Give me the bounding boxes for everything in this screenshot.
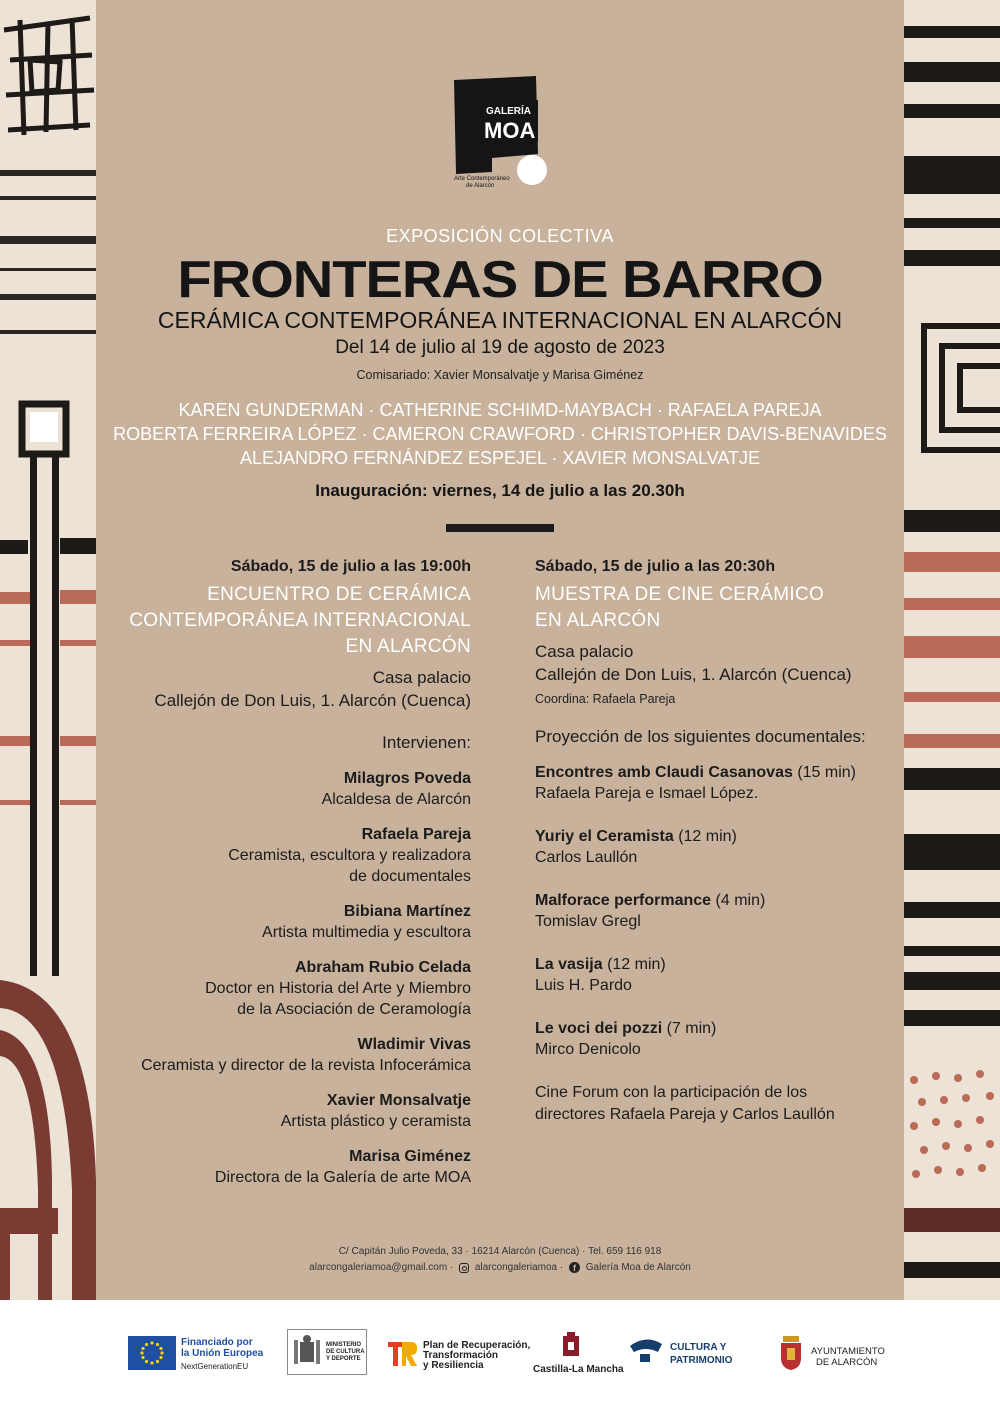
alarcon-coat-of-arms-icon	[779, 1336, 803, 1370]
exhibition-type: EXPOSICIÓN COLECTIVA	[386, 226, 614, 246]
facebook-icon: f	[569, 1262, 580, 1273]
event-title-line: MUESTRA DE CINE CERÁMICO	[535, 584, 825, 605]
email-link[interactable]: alarcongaleriamoa@gmail.com ·	[309, 1262, 454, 1273]
film-title: Yuriy el Ceramista	[535, 828, 674, 845]
speaker	[116, 1090, 471, 1132]
event-datetime: Sábado, 15 de julio a las 20:30h	[535, 558, 776, 575]
speaker-name: Xavier Monsalvatje	[326, 1092, 471, 1109]
film-item	[535, 1018, 895, 1060]
poster-content	[96, 0, 904, 1300]
speaker-role: Doctor en Historia del Arte y Miembro	[205, 980, 471, 997]
speaker-name: Abraham Rubio Celada	[294, 959, 471, 976]
logo-tagline2: de Alarcón	[466, 183, 495, 188]
forum-line: directores Rafaela Pareja y Carlos Laullón	[535, 1106, 835, 1123]
culture-heritage-icon	[628, 1336, 664, 1366]
event-title-line: ENCUENTRO DE CERÁMICA	[207, 584, 471, 605]
film-item	[535, 890, 895, 932]
recovery-plan-text: Transformación	[423, 1350, 499, 1361]
films-heading: Proyección de los siguientes documentales:	[535, 727, 866, 746]
film-duration: (15 min)	[797, 764, 856, 781]
event-title	[535, 582, 895, 634]
sponsor-bar	[0, 1300, 1000, 1414]
speaker	[116, 824, 471, 887]
event-title	[116, 582, 471, 660]
logo-line2: MOA	[484, 118, 536, 143]
event-title-line: EN ALARCÓN	[535, 610, 661, 631]
instagram-link[interactable]: alarcongaleriamoa ·	[474, 1262, 564, 1273]
artists-line: ROBERTA FERREIRA LÓPEZ · CAMERON CRAWFORD · CHRISTOPHER DAVIS-BENAVIDES	[113, 424, 887, 444]
film-author: Luis H. Pardo	[535, 977, 632, 994]
film-item	[535, 826, 895, 868]
contact-line	[96, 1262, 904, 1273]
speaker-role: Artista multimedia y escultora	[262, 924, 471, 941]
event-venue	[535, 640, 895, 686]
speaker-role: Directora de la Galería de arte MOA	[214, 1169, 471, 1186]
left-decorative-pattern	[0, 0, 96, 1300]
curators: Comisariado: Xavier Monsalvatje y Marisa Giménez	[356, 368, 644, 382]
event-coordinator: Coordina: Rafaela Pareja	[535, 692, 676, 706]
film-title: Malforace performance	[535, 892, 712, 909]
film-duration: (12 min)	[678, 828, 737, 845]
venue-address: Callejón de Don Luis, 1. Alarcón (Cuenca)	[535, 665, 852, 684]
event-title-line: CONTEMPORÁNEA INTERNACIONAL	[129, 610, 471, 631]
speaker	[116, 901, 471, 943]
gallery-address: C/ Capitán Julio Poveda, 33 · 16214 Alarcón (Cuenca) · Tel. 659 116 918	[338, 1246, 662, 1257]
speaker	[116, 1146, 471, 1188]
spain-coat-of-arms-icon	[292, 1334, 322, 1372]
speaker	[116, 957, 471, 1020]
exhibition-title: FRONTERAS DE BARRO	[177, 251, 823, 309]
event-title-line: EN ALARCÓN	[345, 636, 471, 657]
culture-heritage-text: PATRIMONIO	[670, 1355, 733, 1366]
recovery-plan-text: y Resiliencia	[423, 1360, 484, 1371]
film-duration: (4 min)	[715, 892, 766, 909]
opening-info: Inauguración: viernes, 14 de julio a las 20.30h	[315, 481, 685, 500]
ministry-text: Y DEPORTE	[326, 1356, 361, 1362]
eu-text: la Unión Europea	[181, 1348, 264, 1359]
ceramic-film-event	[535, 556, 895, 1126]
speaker-name: Wladimir Vivas	[357, 1036, 471, 1053]
ayuntamiento-text: DE ALARCÓN	[816, 1357, 878, 1368]
speaker-role: Alcaldesa de Alarcón	[321, 791, 471, 808]
venue-address: Callejón de Don Luis, 1. Alarcón (Cuenca)	[154, 691, 471, 710]
logo-line1: GALERÍA	[486, 106, 531, 117]
ministry-text: MINISTERIO	[326, 1342, 362, 1348]
eu-text: Financiado por	[181, 1337, 253, 1348]
facebook-link[interactable]: Galería Moa de Alarcón	[585, 1262, 691, 1273]
culture-heritage-text: CULTURA Y	[670, 1342, 727, 1353]
event-datetime: Sábado, 15 de julio a las 19:00h	[230, 558, 471, 575]
film-title: Encontres amb Claudi Casanovas	[535, 764, 793, 781]
artists-line: KAREN GUNDERMAN · CATHERINE SCHIMD-MAYBACH · RAFAELA PAREJA	[178, 400, 822, 420]
cine-forum-note	[535, 1082, 895, 1126]
eu-flag-icon	[128, 1336, 176, 1370]
exhibition-dates: Del 14 de julio al 19 de agosto de 2023	[335, 337, 665, 358]
speakers-heading: Intervienen:	[382, 733, 471, 752]
forum-line: Cine Forum con la participación de los	[535, 1084, 808, 1101]
ceramics-meeting-event	[116, 556, 471, 1188]
speaker	[116, 1034, 471, 1076]
right-decorative-pattern	[904, 0, 1000, 1300]
film-author: Carlos Laullón	[535, 849, 638, 866]
film-author: Rafaela Pareja e Ismael López.	[535, 785, 759, 802]
divider	[446, 524, 554, 532]
film-title: La vasija	[535, 956, 603, 973]
speaker-role: Artista plástico y ceramista	[280, 1113, 471, 1130]
film-duration: (12 min)	[607, 956, 666, 973]
speaker	[116, 768, 471, 810]
speaker-name: Milagros Poveda	[343, 770, 471, 787]
artists-line: ALEJANDRO FERNÁNDEZ ESPEJEL · XAVIER MONSALVATJE	[239, 448, 761, 468]
film-author: Tomislav Gregl	[535, 913, 641, 930]
film-title: Le voci dei pozzi	[535, 1020, 663, 1037]
venue-name: Casa palacio	[535, 642, 634, 661]
speaker-name: Bibiana Martínez	[343, 903, 471, 920]
speaker-role: de documentales	[349, 868, 471, 885]
recovery-plan-icon	[386, 1338, 418, 1368]
film-duration: (7 min)	[666, 1020, 717, 1037]
speaker-role: Ceramista, escultora y realizadora	[228, 847, 471, 864]
speaker-name: Marisa Giménez	[349, 1148, 471, 1165]
ministry-logo	[287, 1329, 367, 1375]
instagram-icon	[459, 1263, 469, 1273]
ministry-text: DE CULTURA	[326, 1349, 365, 1355]
event-venue	[116, 666, 471, 712]
film-author: Mirco Denicolo	[535, 1041, 641, 1058]
speaker-role: Ceramista y director de la revista Infocerámica	[141, 1057, 471, 1074]
castilla-la-mancha-icon	[560, 1328, 582, 1358]
venue-name: Casa palacio	[372, 668, 471, 687]
speaker-role: de la Asociación de Ceramología	[237, 1001, 471, 1018]
logo-tagline1: Arte Contemporáneo	[454, 176, 510, 182]
ayuntamiento-text: AYUNTAMIENTO	[811, 1346, 885, 1357]
film-item	[535, 954, 895, 996]
recovery-plan-text: Plan de Recuperación,	[423, 1340, 531, 1351]
exhibition-subtitle: CERÁMICA CONTEMPORÁNEA INTERNACIONAL EN ALARCÓN	[157, 307, 843, 333]
castilla-la-mancha-text: Castilla-La Mancha	[533, 1364, 624, 1375]
speaker-name: Rafaela Pareja	[361, 826, 471, 843]
film-item	[535, 762, 895, 804]
eu-text: NextGenerationEU	[181, 1362, 249, 1371]
